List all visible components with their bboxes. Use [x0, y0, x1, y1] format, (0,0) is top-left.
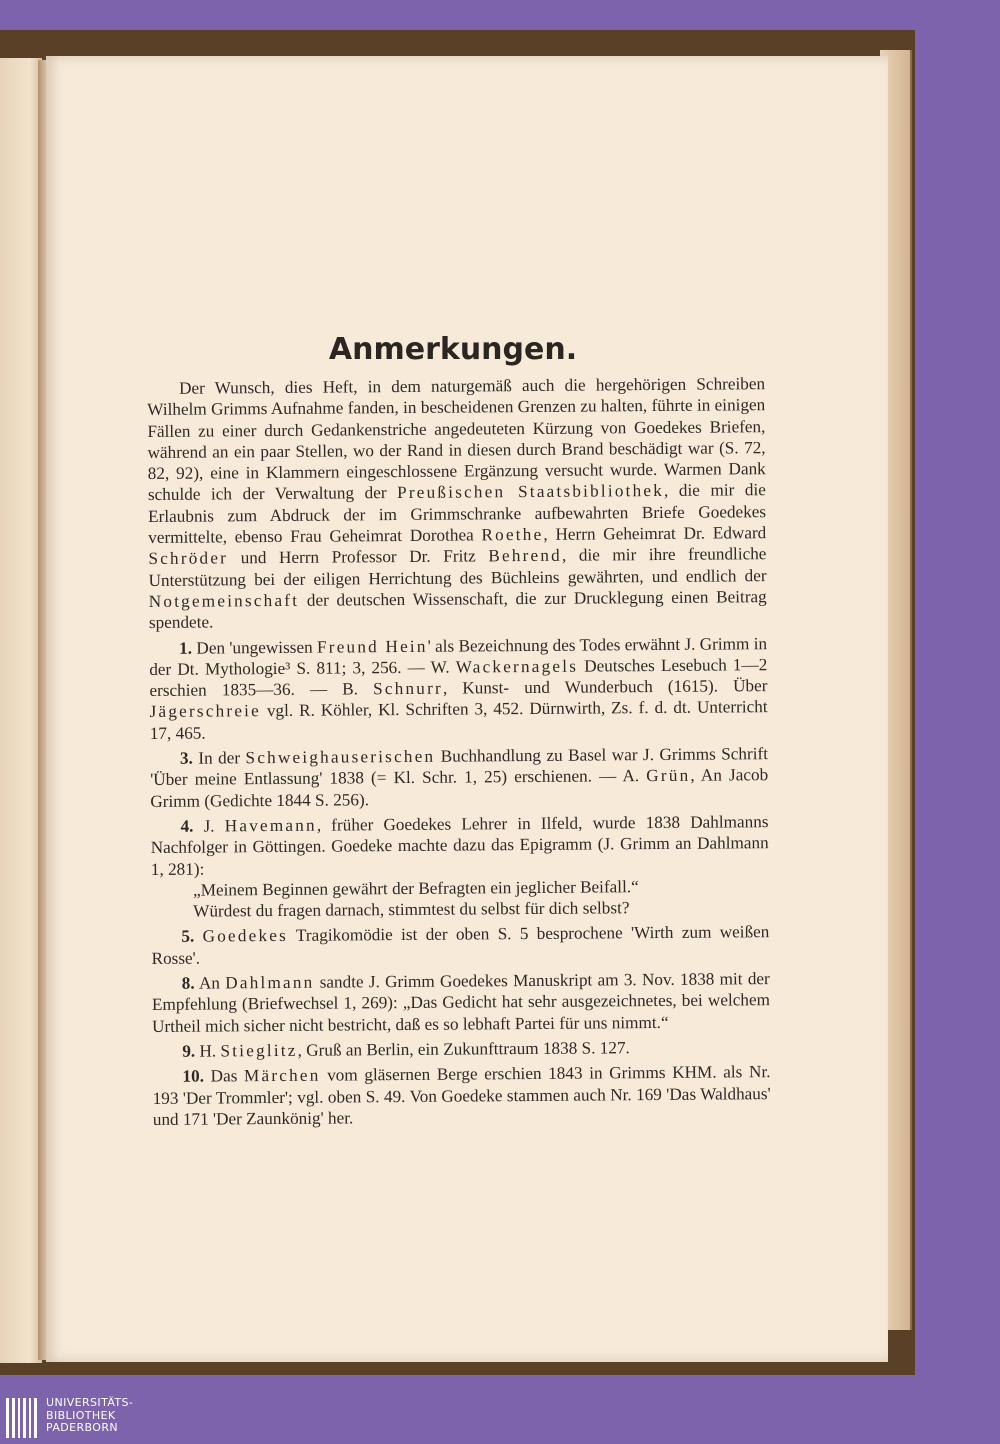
epigram-verse: „Meinem Beginnen gewährt der Befragten ein jeglicher Beifall.“ Würdest du fragen darnach, stimmtest du selbst für dich selbst? [192, 876, 639, 921]
right-page [46, 56, 888, 1362]
library-logo-icon [6, 1398, 40, 1438]
note-10: 10. Das Märchen vom gläsernen Berge erschien 1843 in Grimms KHM. als Nr. 193 'Der Trommler'; vgl. oben S. 49. Von Goedeke stammen auch Nr. 169 'Das Waldhaus' und 171 'Der Zaunkönig' her. [152, 1062, 771, 1129]
page-title: Anmerkungen. [328, 332, 578, 367]
intro-paragraph: Der Wunsch, dies Heft, in dem naturgemäß auch die hergehörigen Schreiben Wilhelm Grimms Aufnahme fanden, in bescheidenen Grenzen zu halten, führte in einigen Fällen zu einer durch Gedankenstriche angedeuteten Kürzung von Goedekes Briefen, während an ein paar Stellen, wo der Rand in diesen durch Brand beschädigt war (S. 72, 82, 92), eine in Klammern eingeschlossene Ergänzung versucht wurde. Warmen Dank schulde ich der Verwaltung der Preußischen Staatsbibliothek, die mir die Erlaubnis zum Abdruck der im Grimmschranke aufbewahrten Briefe Goedekes vermittelte, ebenso Frau Geheimrat Dorothea Roethe, Herrn Geheimrat Dr. Edward Schröder und Herrn Professor Dr. Fritz Behrend, die mir ihre freundliche Unterstützung bei der eiligen Herrichtung des Büchleins gewährten, und endlich der Notgemeinschaft der deutschen Wissenschaft, die zur Drucklegung einen Beitrag spendete. [147, 374, 767, 633]
note-3: 3. In der Schweighauserischen Buchhandlung zu Basel war J. Grimms Schrift 'Über meine Entlassung' 1838 (= Kl. Schr. 1, 25) erschienen. — A. Grün, An Jacob Grimm (Gedichte 1844 S. 256). [150, 744, 769, 811]
note-8: 8. An Dahlmann sandte J. Grimm Goedekes Manuskript am 3. Nov. 1838 mit der Empfehlung (Briefwechsel 1, 269): „Das Gedicht hat sehr ausgezeichnetes, bei welchem Urtheil mich sicher nicht bestricht, daß es so lebhaft Partei für uns nimmt.“ [151, 969, 770, 1036]
page-body [147, 373, 771, 1134]
note-4: 4. J. Havemann, früher Goedekes Lehrer in Ilfeld, wurde 1838 Dahlmanns Nachfolger in Göttingen. Goedeke machte dazu das Epigramm (J. Grimm an Dahlmann 1, 281): [150, 812, 769, 879]
left-page [0, 58, 42, 1363]
note-1: 1. Den 'ungewissen Freund Hein' als Bezeichnung des Todes erwähnt J. Grimm in der Dt. Mythologie³ S. 811; 3, 256. — W. Wackernagels Deutsches Lesebuch 1—2 erschien 1835—36. — B. Schnurr, Kunst- und Wunderbuch (1615). Über Jägerschreie vgl. R. Köhler, Kl. Schriften 3, 452. Dürnwirth, Zs. f. d. dt. Unterricht 17, 465. [149, 633, 768, 743]
note-9: 9. H. Stieglitz, Gruß an Berlin, ein Zukunfttraum 1838 S. 127. [182, 1038, 630, 1061]
library-footer [0, 1392, 1000, 1444]
library-logo-text: UNIVERSITÄTS- BIBLIOTHEK PADERBORN [46, 1396, 134, 1434]
note-5: 5. Goedekes Tragikomödie ist der oben S. 5 besprochene 'Wirth zum weißen Rosse'. [151, 922, 770, 968]
